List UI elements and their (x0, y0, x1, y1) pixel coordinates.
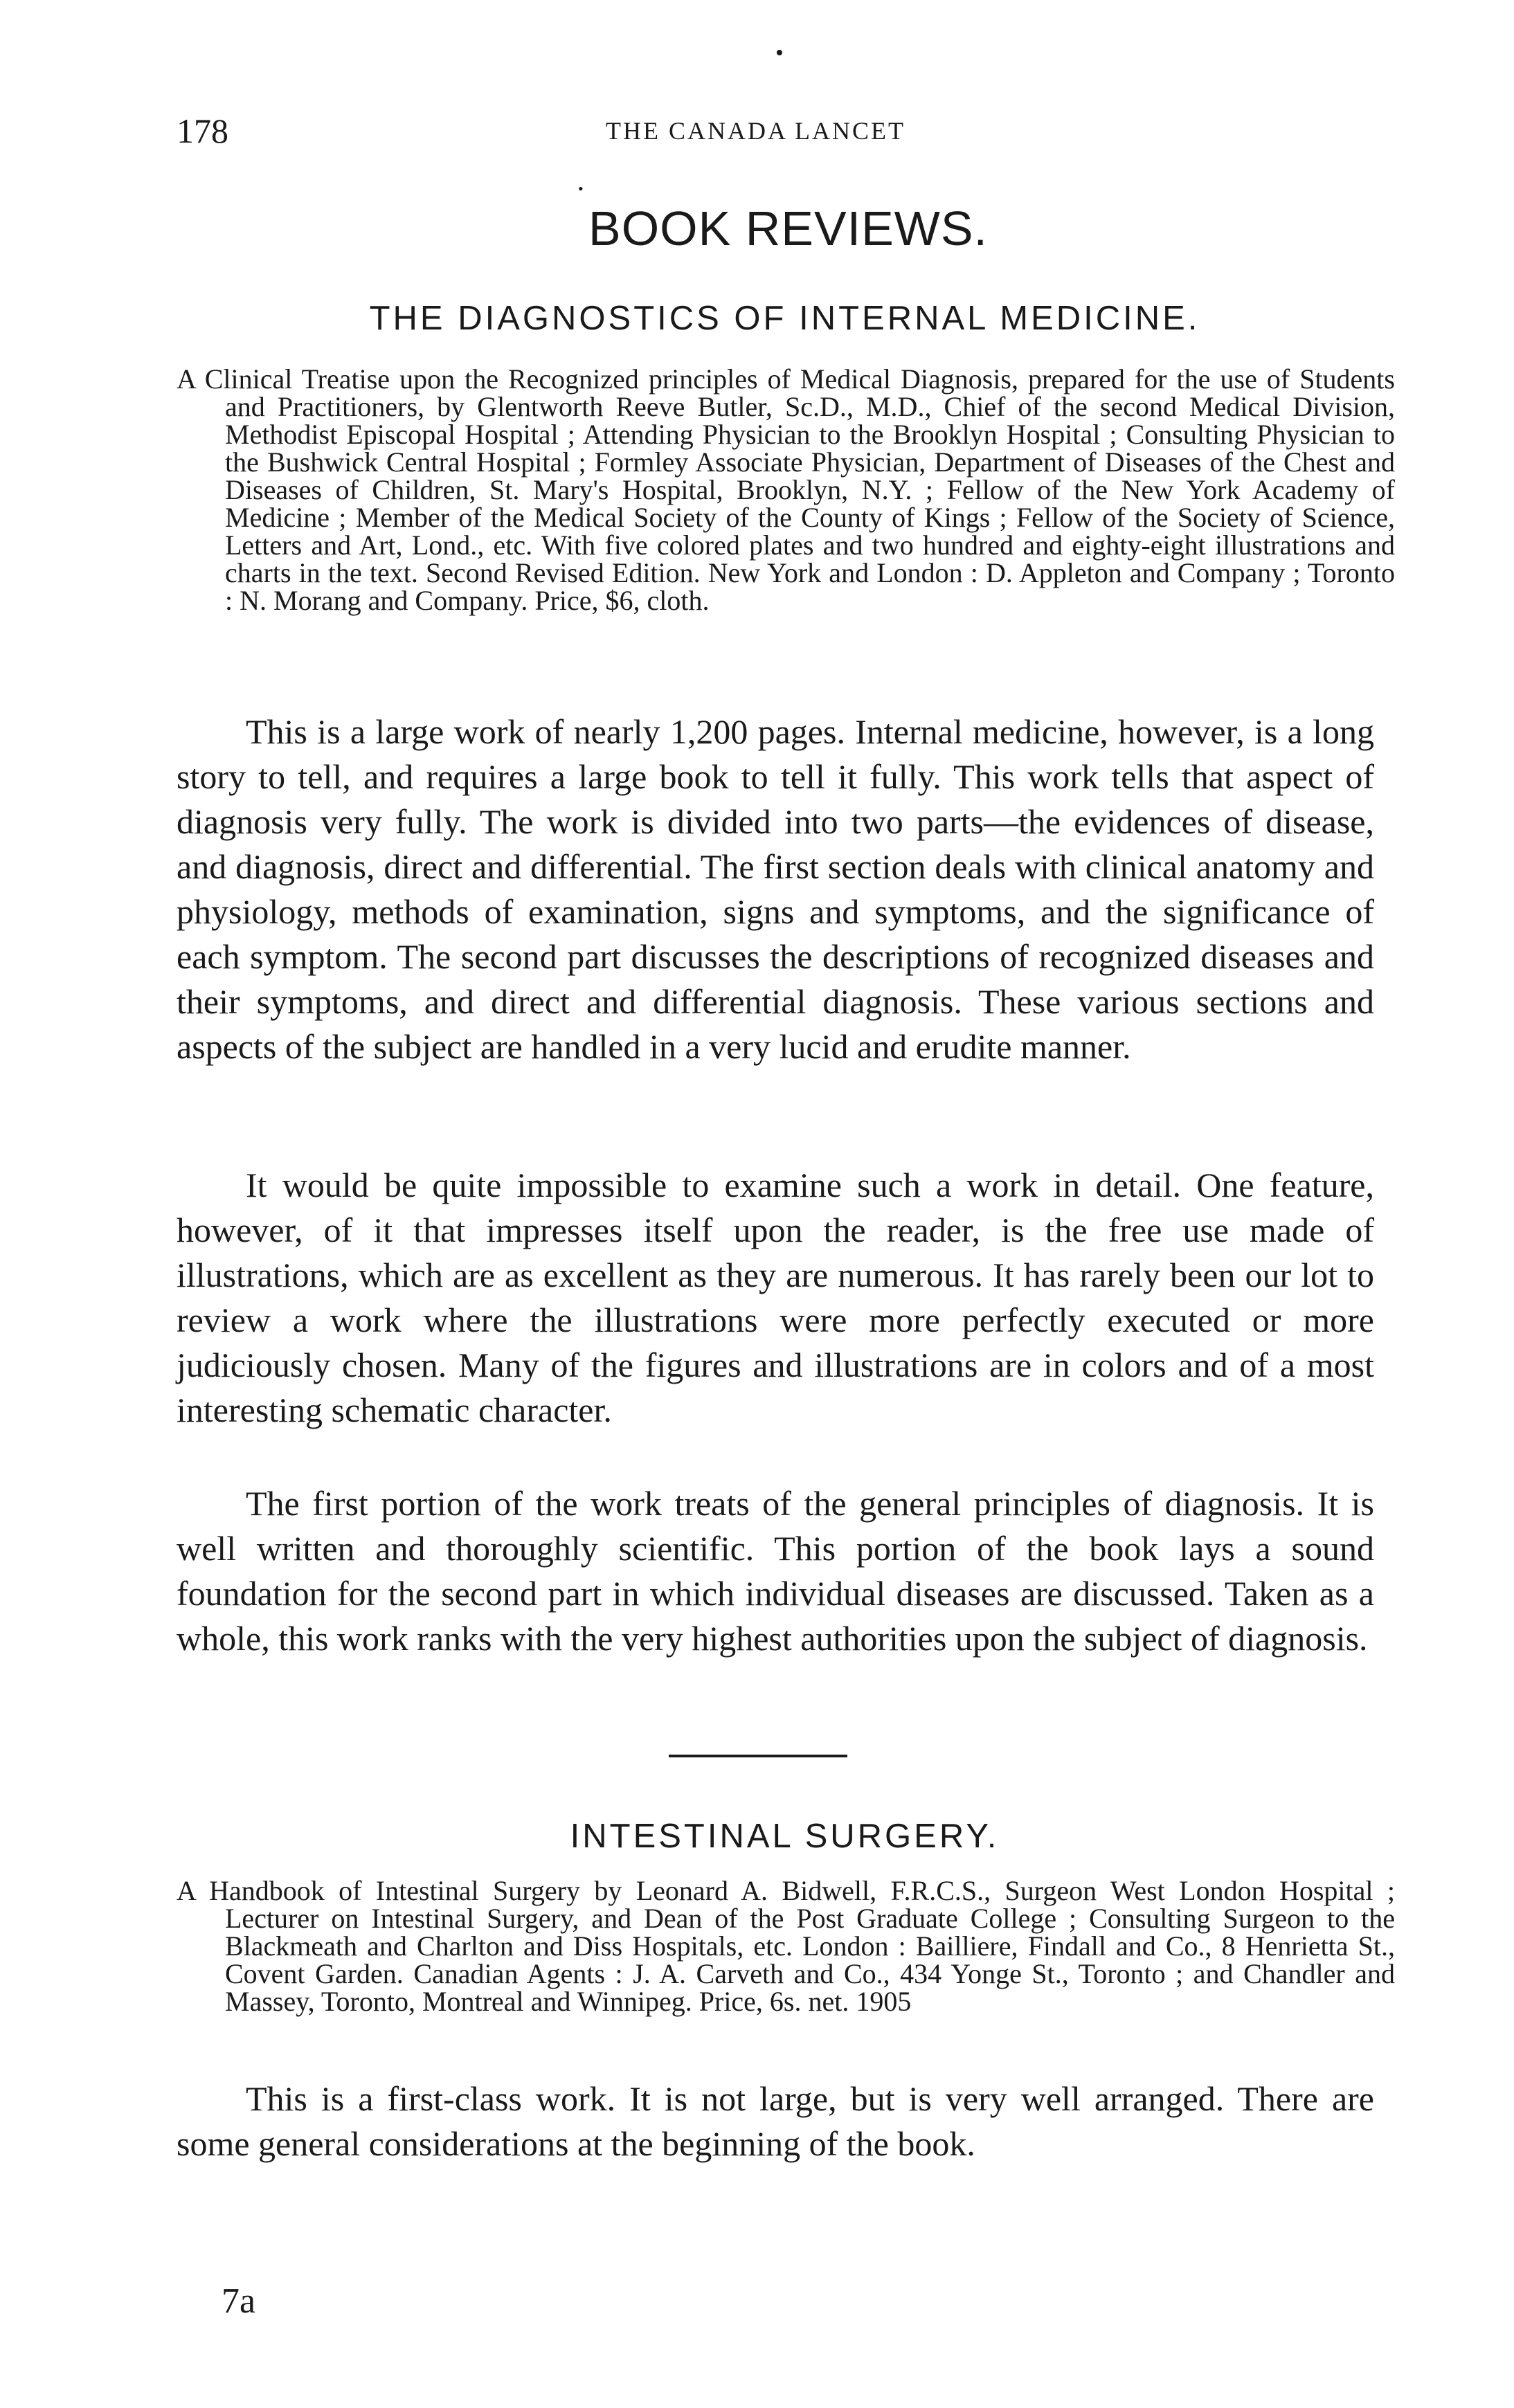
review-paragraph: This is a large work of nearly 1,200 pages. Internal medicine, however, is a long story to tell, and requires a large book to tell it fully. This work tells that aspect of diagnosis very fully. The work is divided into two parts—the evidences of disease, and diagnosis, direct and differential. The first section deals with clinical anatomy and physiology, methods of examination, signs and symptoms, and the significance of each symptom. The second part discusses the descriptions of recognized diseases and their symptoms, and direct and differential diagnosis. These various sections and aspects of the subject are handled in a very lucid and erudite manner. (177, 712, 1374, 1066)
printer-signature: 7a (222, 2281, 256, 2321)
review-citation: A Clinical Treatise upon the Recognized principles of Medical Diagnosis, prepared for the use of Students and Practitioners, by Glentworth Reeve Butler, Sc.D., M.D., Chief of the second Medical Division, Methodist Episcopal Hospital ; Attending Physician to the Brooklyn Hospital ; Consulting Physician to the Bushwick Central Hospital ; Formley Associate Physician, Department of Diseases of the Chest and Diseases of Children, St. Mary's Hospital, Brooklyn, N.Y. ; Fellow of the New York Academy of Medicine ; Member of the Medical Society of the County of Kings ; Fellow of the Society of Science, Letters and Art, Lond., etc. With five colored plates and two hundred and eighty-eight illustrations and charts in the text. Second Revised Edition. New York and London : D. Appleton and Company ; Toronto : N. Morang and Company. Price, $6, cloth. (177, 363, 1395, 616)
printed-mark: • (578, 180, 584, 197)
review-citation: A Handbook of Intestinal Surgery by Leonard A. Bidwell, F.R.C.S., Surgeon West London Hospital ; Lecturer on Intestinal Surgery, and Dean of the Post Graduate College ; Consulting Surgeon to the Blackmeath and Charlton and Diss Hospitals, etc. London : Bailliere, Findall and Co., 8 Henrietta St., Covent Garden. Canadian Agents : J. A. Carveth and Co., 434 Yonge St., Toronto ; and Chandler and Massey, Toronto, Montreal and Winnipeg. Price, 6s. net. 1905 (177, 1875, 1395, 2017)
review-title: INTESTINAL SURGERY. (570, 1818, 1000, 1855)
section-title: BOOK REVIEWS. (588, 201, 988, 255)
section-divider (669, 1755, 847, 1757)
review-title: THE DIAGNOSTICS OF INTERNAL MEDICINE. (369, 300, 1200, 337)
review-paragraph: It would be quite impossible to examine such a work in detail. One feature, however, of it that impresses itself upon the reader, is the free use made of illustrations, which are as excellent as they are numerous. It has rarely been our lot to review a work where the illustrations were more perfectly executed or more judiciously chosen. Many of the figures and illustrations are in colors and of a most interesting schematic character. (177, 1166, 1374, 1429)
page-number: 178 (177, 111, 228, 150)
running-head (177, 111, 1353, 159)
review-paragraph: This is a first-class work. It is not large, but is very well arranged. There are some general considerations at the beginning of the book. (177, 2079, 1374, 2163)
journal-title: THE CANADA LANCET (606, 117, 905, 145)
review-paragraph: The first portion of the work treats of the general principles of diagnosis. It is well written and thoroughly scientific. This portion of the book lays a sound foundation for the second part in which individual diseases are discussed. Taken as a whole, this work ranks with the very highest authorities upon the subject of diagnosis. (177, 1484, 1374, 1658)
printed-mark: • (775, 40, 784, 66)
